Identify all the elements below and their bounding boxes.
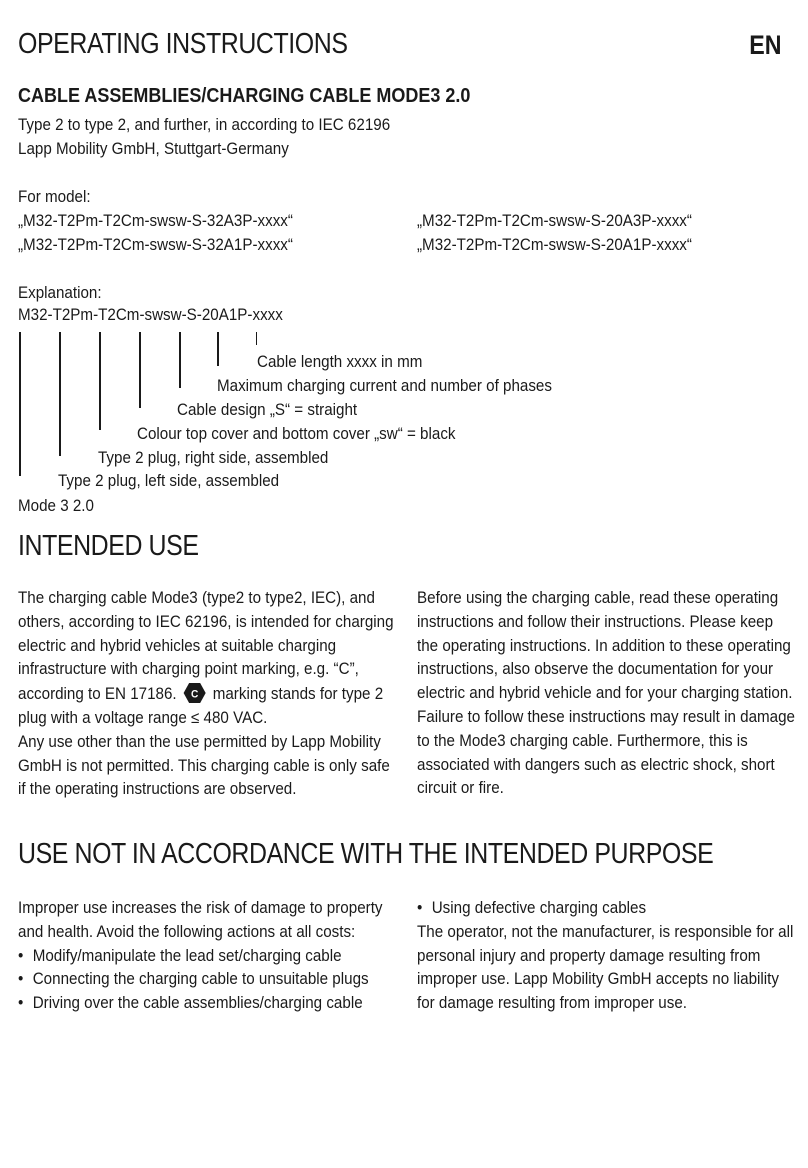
misuse-bullet: • Driving over the cable assemblies/charging cable [18, 992, 395, 1016]
explanation-line [179, 332, 181, 388]
language-code: EN [749, 30, 782, 60]
misuse-left [18, 897, 395, 1016]
misuse-intro: Improper use increases the risk of damage to property and health. Avoid the following actions at all costs: [18, 899, 383, 941]
model-code: M32-T2Pm-T2Cm-swsw-S-20A1P-xxxx [18, 306, 283, 324]
misuse-bullet: • Modify/manipulate the lead set/charging cable [18, 945, 395, 969]
intended-use-text: Before using the charging cable, read these operating instructions and follow their instructions. Please keep the operating instructions. In addition to these operating instructions, also observe the documentation for your electric and hybrid vehicle and for your charging station. Failure to follow these instructions may result in damage to the Mode3 charging cable. Furthermore, this is associated with dangers such as electric shock, short circuit or fire. [417, 589, 795, 798]
explanation-item: Mode 3 2.0 [18, 497, 94, 515]
product-standard-line: Type 2 to type 2, and further, in according to IEC 62196 [18, 116, 391, 134]
misuse-bullet: • Using defective charging cables [417, 897, 796, 921]
explanation-item: Type 2 plug, right side, assembled [98, 449, 329, 467]
explanation-item: Cable design „S“ = straight [177, 401, 358, 419]
explanation-item: Cable length xxxx in mm [257, 353, 423, 371]
page-title: OPERATING INSTRUCTIONS [18, 28, 348, 60]
model-item: „M32-T2Pm-T2Cm-swsw-S-20A1P-xxxx“ [417, 236, 692, 254]
intended-use-heading: INTENDED USE [18, 530, 199, 562]
intended-use-left [18, 587, 395, 802]
intended-use-text: marking stands for type 2 plug with a voltage range ≤ 480 VAC. [18, 685, 384, 727]
product-title: CABLE ASSEMBLIES/CHARGING CABLE MODE3 2.0 [18, 85, 471, 107]
misuse-heading: USE NOT IN ACCORDANCE WITH THE INTENDED PURPOSE [18, 838, 714, 870]
manufacturer-line: Lapp Mobility GmbH, Stuttgart-Germany [18, 140, 289, 158]
misuse-responsibility: The operator, not the manufacturer, is responsible for all personal injury and property damage resulting from improper use. Lapp Mobility GmbH accepts no liability for damage resulting from improper use. [417, 922, 794, 1013]
intended-use-right [417, 587, 796, 801]
c-marking-icon [183, 682, 207, 704]
explanation-line [256, 332, 257, 345]
model-item: „M32-T2Pm-T2Cm-swsw-S-32A1P-xxxx“ [18, 236, 293, 254]
model-item: „M32-T2Pm-T2Cm-swsw-S-32A3P-xxxx“ [18, 212, 293, 230]
misuse-right [417, 897, 796, 1016]
explanation-line [19, 332, 21, 476]
explanation-item: Colour top cover and bottom cover „sw“ = black [137, 425, 456, 443]
explanation-line [99, 332, 101, 430]
explanation-item: Type 2 plug, left side, assembled [58, 472, 280, 490]
explanation-line [217, 332, 219, 366]
for-model-label: For model: [18, 188, 91, 206]
explanation-line [59, 332, 61, 456]
explanation-line [139, 332, 141, 408]
intended-use-text: The charging cable Mode3 (type2 to type2, IEC), and others, according to IEC 62196, is intended for charging electric and hybrid vehicles at suitable charging infrastructure with charging point marking, e.g. “C”, according to EN 17186. [18, 589, 394, 704]
misuse-bullet: • Connecting the charging cable to unsuitable plugs [18, 968, 395, 992]
explanation-label: Explanation: [18, 284, 102, 302]
model-item: „M32-T2Pm-T2Cm-swsw-S-20A3P-xxxx“ [417, 212, 692, 230]
intended-use-text: Any use other than the use permitted by Lapp Mobility GmbH is not permitted. This charging cable is only safe if the operating instructions are observed. [18, 732, 390, 799]
c-marking-letter: C [191, 688, 199, 701]
explanation-item: Maximum charging current and number of phases [217, 377, 552, 395]
